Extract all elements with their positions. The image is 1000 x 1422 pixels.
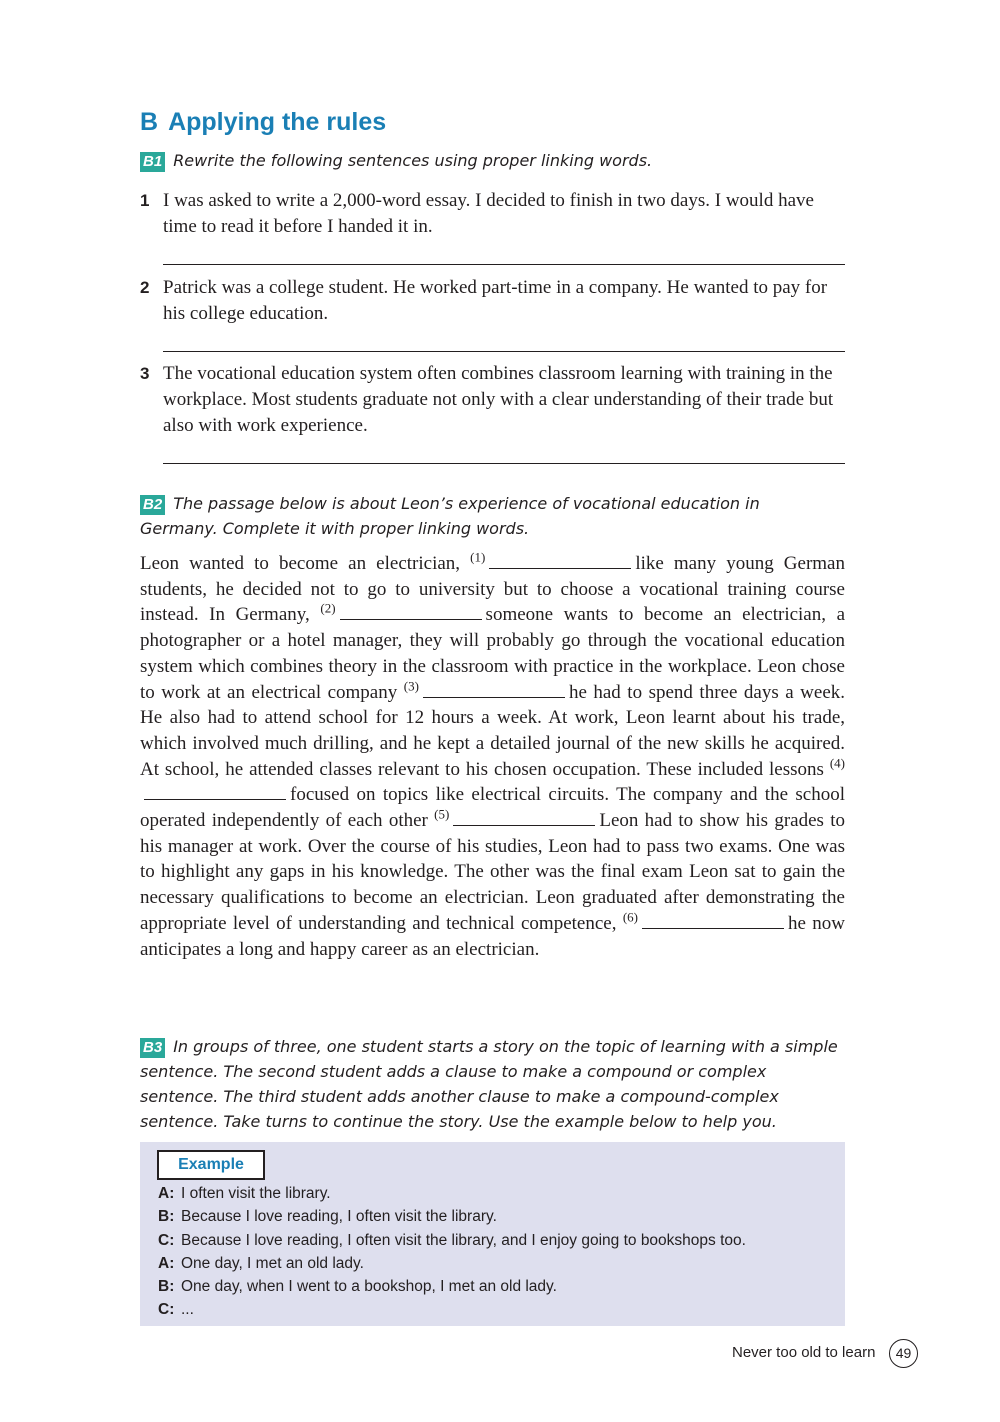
blank-4[interactable] bbox=[144, 784, 286, 800]
b2-instruction-text: The passage below is about Leon’s experience of vocational education in Germany. Complete it with proper linking words. bbox=[140, 494, 760, 538]
b1-item-2 bbox=[140, 275, 845, 327]
blank-number: (1) bbox=[470, 549, 486, 565]
passage-text: like many young German students, he decided not to go to university but to choose a vocational training course instead. In Germany, bbox=[140, 553, 845, 626]
speaker: B: bbox=[158, 1278, 175, 1296]
line-text: One day, when I went to a bookshop, I met an old lady. bbox=[181, 1278, 557, 1296]
blank-6[interactable] bbox=[642, 913, 784, 929]
b3-instruction-text: In groups of three, one student starts a story on the topic of learning with a simple sentence. The second student adds a clause to make a compound or complex sentence. The third student adds another clause to make a compound-complex sentence. Take turns to continue the story. Use the example below to help you. bbox=[140, 1037, 838, 1131]
b3-instruction bbox=[140, 1034, 840, 1134]
b2-instruction bbox=[140, 491, 840, 541]
answer-line-2[interactable] bbox=[163, 351, 845, 352]
blank-number: (5) bbox=[434, 806, 450, 822]
item-text: I was asked to write a 2,000-word essay. I decided to finish in two days. I would have time to read it before I handed it in. bbox=[163, 190, 814, 237]
b3-tag: B3 bbox=[140, 1038, 165, 1058]
example-box bbox=[140, 1142, 845, 1326]
dialogue-line bbox=[158, 1298, 746, 1321]
example-label: Example bbox=[157, 1150, 265, 1180]
passage-text: Leon had to show his grades to his manager at work. Over the course of his studies, Leon had to pass two exams. One was to highlight any gaps in his knowledge. The other was the final exam Leon sat to gain the necessary qualifications to become an electrician. Leon graduated after demonstrating the appropriate level of understanding and technical competence, bbox=[140, 810, 845, 934]
blank-number: (6) bbox=[622, 909, 638, 925]
passage-text: focused on topics like electrical circuits. The company and the school operated independently of each other bbox=[140, 784, 845, 832]
blank-number: (3) bbox=[403, 678, 419, 694]
passage-text: Leon wanted to become an electrician, bbox=[140, 553, 461, 574]
b1-item-1 bbox=[140, 188, 845, 240]
dialogue-line bbox=[158, 1229, 746, 1252]
answer-line-1[interactable] bbox=[163, 264, 845, 265]
blank-3[interactable] bbox=[423, 682, 565, 698]
b2-passage bbox=[140, 551, 845, 962]
section-title: Applying the rules bbox=[168, 108, 387, 136]
passage-text: someone wants to become an electrician, a photographer or a hotel manager, they will probably go through the vocational education system which combines theory in the classroom with practice in the workplace. Leon chose to work at an electrical company bbox=[140, 604, 846, 703]
speaker: A: bbox=[158, 1254, 175, 1272]
b1-tag: B1 bbox=[140, 152, 165, 172]
speaker: C: bbox=[158, 1231, 175, 1249]
b2-tag: B2 bbox=[140, 495, 165, 515]
dialogue-line bbox=[158, 1275, 746, 1298]
footer-chapter-title: Never too old to learn bbox=[732, 1344, 876, 1361]
item-text: The vocational education system often combines classroom learning with training in the workplace. Most students graduate not only with a clear understanding of their trade but also with work experience. bbox=[163, 363, 834, 436]
section-heading bbox=[140, 108, 386, 137]
item-number: 3 bbox=[140, 364, 150, 383]
item-text: Patrick was a college student. He worked part-time in a company. He wanted to pay for his college education. bbox=[163, 277, 828, 324]
dialogue-line bbox=[158, 1182, 746, 1205]
item-number: 2 bbox=[140, 278, 150, 297]
blank-number: (4) bbox=[829, 755, 846, 771]
line-text: One day, I met an old lady. bbox=[181, 1254, 364, 1272]
blank-2[interactable] bbox=[340, 604, 482, 620]
blank-number: (2) bbox=[320, 601, 336, 617]
b1-instruction bbox=[140, 148, 840, 173]
line-text: I often visit the library. bbox=[181, 1185, 331, 1202]
passage-text: he now anticipates a long and happy career as an electrician. bbox=[140, 912, 846, 960]
answer-line-3[interactable] bbox=[163, 463, 845, 464]
example-dialogue bbox=[158, 1182, 746, 1322]
blank-1[interactable] bbox=[489, 553, 631, 569]
b1-item-3 bbox=[140, 361, 845, 439]
passage-text: he had to spend three days a week. He also had to attend school for 12 hours a week. At work, Leon learnt about his trade, which involved much drilling, and he kept a detailed journal of the new skills he acquired. At school, he attended classes relevant to his chosen occupation. These included lessons bbox=[140, 681, 846, 780]
item-number: 1 bbox=[140, 191, 150, 210]
page-number: 49 bbox=[889, 1339, 918, 1368]
blank-5[interactable] bbox=[453, 810, 595, 826]
section-letter: B bbox=[140, 108, 159, 136]
speaker: C: bbox=[158, 1301, 175, 1319]
line-text: Because I love reading, I often visit the library, and I enjoy going to bookshops too. bbox=[181, 1231, 746, 1249]
speaker: A: bbox=[158, 1185, 175, 1202]
dialogue-line bbox=[158, 1205, 746, 1228]
speaker: B: bbox=[158, 1208, 175, 1226]
dialogue-line bbox=[158, 1252, 746, 1275]
b1-instruction-text: Rewrite the following sentences using proper linking words. bbox=[173, 151, 653, 170]
line-text: Because I love reading, I often visit the library. bbox=[181, 1208, 497, 1226]
line-text: ... bbox=[181, 1301, 194, 1319]
